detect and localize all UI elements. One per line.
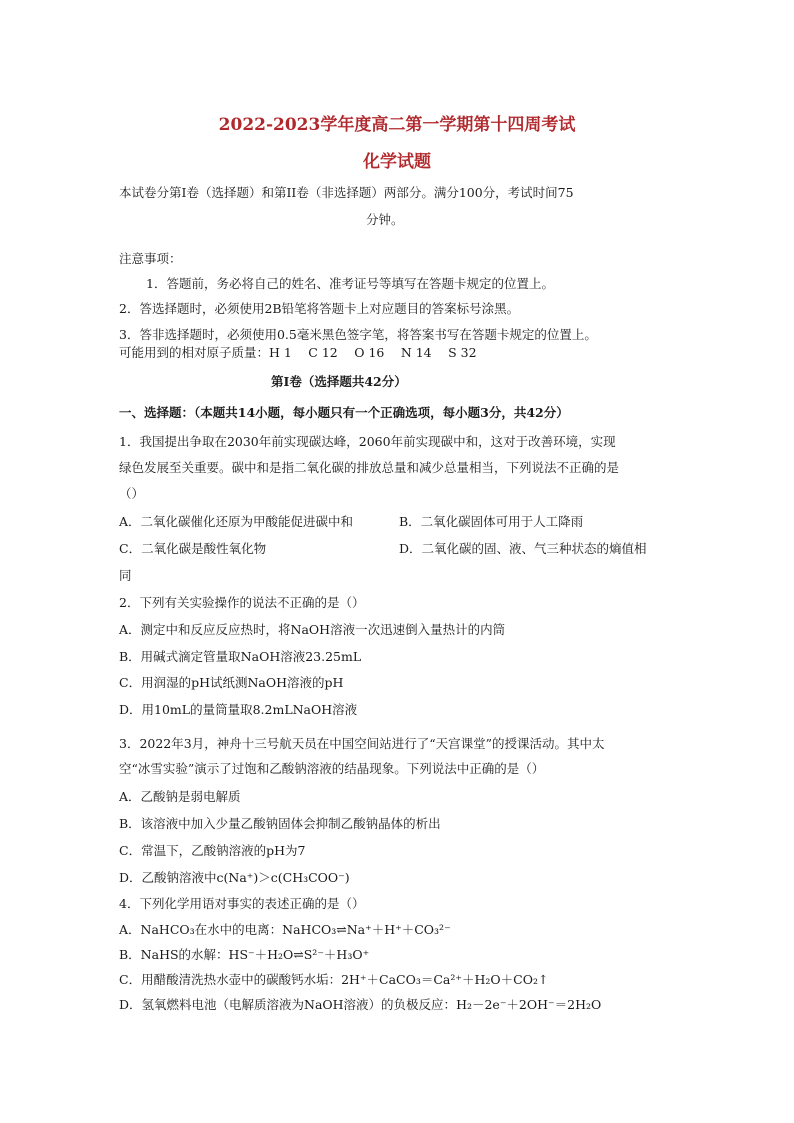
q4-option-b-label: B．NaHS的水解： [119, 947, 229, 962]
q4-option-c [119, 971, 548, 989]
intro-line-1: 本试卷分第Ⅰ卷（选择题）和第II卷（非选择题）两部分。满分100分，考试时间75 [119, 185, 574, 200]
q1-option-b: B．二氧化碳固体可用于人工降雨 [399, 514, 584, 529]
q4-option-b [119, 946, 369, 964]
q1-option-d: D．二氧化碳的固、液、气三种状态的熵值相 [399, 541, 647, 556]
q1-answer-blank: （） [119, 486, 145, 501]
q4-option-c-label: C．用醋酸清洗热水壶中的碳酸钙水垢： [119, 972, 342, 987]
q3-stem-line-2: 空“冰雪实验”演示了过饱和乙酸钠溶液的结晶现象。下列说法中正确的是（） [119, 761, 545, 776]
atomic-masses: 可能用到的相对原子质量：H 1 C 12 O 16 N 14 S 32 [119, 345, 477, 360]
q2-option-d: D．用10mL的量筒量取8.2mLNaOH溶液 [119, 702, 358, 717]
q1-option-c: C．二氧化碳是酸性氧化物 [119, 541, 267, 556]
q3-option-a: A．乙酸钠是弱电解质 [119, 789, 241, 804]
q1-option-d-continued: 同 [119, 568, 132, 583]
q4-stem: 4．下列化学用语对事实的表述正确的是（） [119, 896, 365, 911]
q4-option-c-equation: 2H⁺＋CaCO₃＝Ca²⁺＋H₂O＋CO₂↑ [341, 972, 549, 987]
intro-line-2: 分钟。 [366, 212, 404, 227]
q3-stem-line-1: 3．2022年3月，神舟十三号航天员在中国空间站进行了“天宫课堂”的授课活动。其中太 [119, 736, 605, 751]
q2-option-c: C．用润湿的pH试纸测NaOH溶液的pH [119, 675, 344, 690]
q4-option-a-equation: NaHCO₃⇌Na⁺＋H⁺＋CO₃²⁻ [282, 922, 451, 937]
q2-stem: 2．下列有关实验操作的说法不正确的是（） [119, 595, 365, 610]
q4-option-d [119, 996, 601, 1014]
exam-subtitle: 化学试题 [363, 152, 431, 172]
notice-item-2: 2．答选择题时，必须使用2B铅笔将答题卡上对应题目的答案标号涂黑。 [119, 301, 520, 316]
notice-item-3: 3．答非选择题时，必须使用0.5毫米黑色签字笔，将答案书写在答题卡规定的位置上。 [119, 327, 597, 342]
q3-option-c: C．常温下，乙酸钠溶液的pH为7 [119, 843, 306, 858]
section-title: 第Ⅰ卷（选择题共42分） [271, 374, 407, 389]
q4-option-d-label: D．氢氧燃料电池（电解质溶液为NaOH溶液）的负极反应： [119, 997, 457, 1012]
notice-heading: 注意事项： [119, 251, 182, 266]
q4-option-a-label: A．NaHCO₃在水中的电离： [119, 922, 283, 937]
q2-option-a: A．测定中和反应反应热时，将NaOH溶液一次迅速倒入量热计的内筒 [119, 622, 506, 637]
q4-option-b-equation: HS⁻＋H₂O⇌S²⁻＋H₃O⁺ [228, 947, 370, 962]
q1-stem-line-1: 1．我国提出争取在2030年前实现碳达峰，2060年前实现碳中和，这对于改善环境，实现 [119, 434, 616, 449]
q3-option-d: D．乙酸钠溶液中c(Na⁺)＞c(CH₃COO⁻) [119, 870, 350, 885]
exam-title: 2022-2023学年度高二第一学期第十四周考试 [218, 115, 576, 135]
q3-option-b: B．该溶液中加入少量乙酸钠固体会抑制乙酸钠晶体的析出 [119, 816, 441, 831]
notice-item-1: 1．答题前，务必将自己的姓名、准考证号等填写在答题卡规定的位置上。 [146, 276, 554, 291]
q4-option-d-equation: H₂－2e⁻＋2OH⁻＝2H₂O [456, 997, 602, 1012]
q1-stem-line-2: 绿色发展至关重要。碳中和是指二氧化碳的排放总量和减少总量相当，下列说法不正确的是 [119, 460, 620, 475]
q2-option-b: B．用碱式滴定管量取NaOH溶液23.25mL [119, 649, 362, 664]
q4-option-a [119, 921, 451, 939]
q1-option-a: A．二氧化碳催化还原为甲酸能促进碳中和 [119, 514, 354, 529]
section-heading: 一、选择题：（本题共14小题，每小题只有一个正确选项，每小题3分，共42分） [119, 405, 569, 420]
